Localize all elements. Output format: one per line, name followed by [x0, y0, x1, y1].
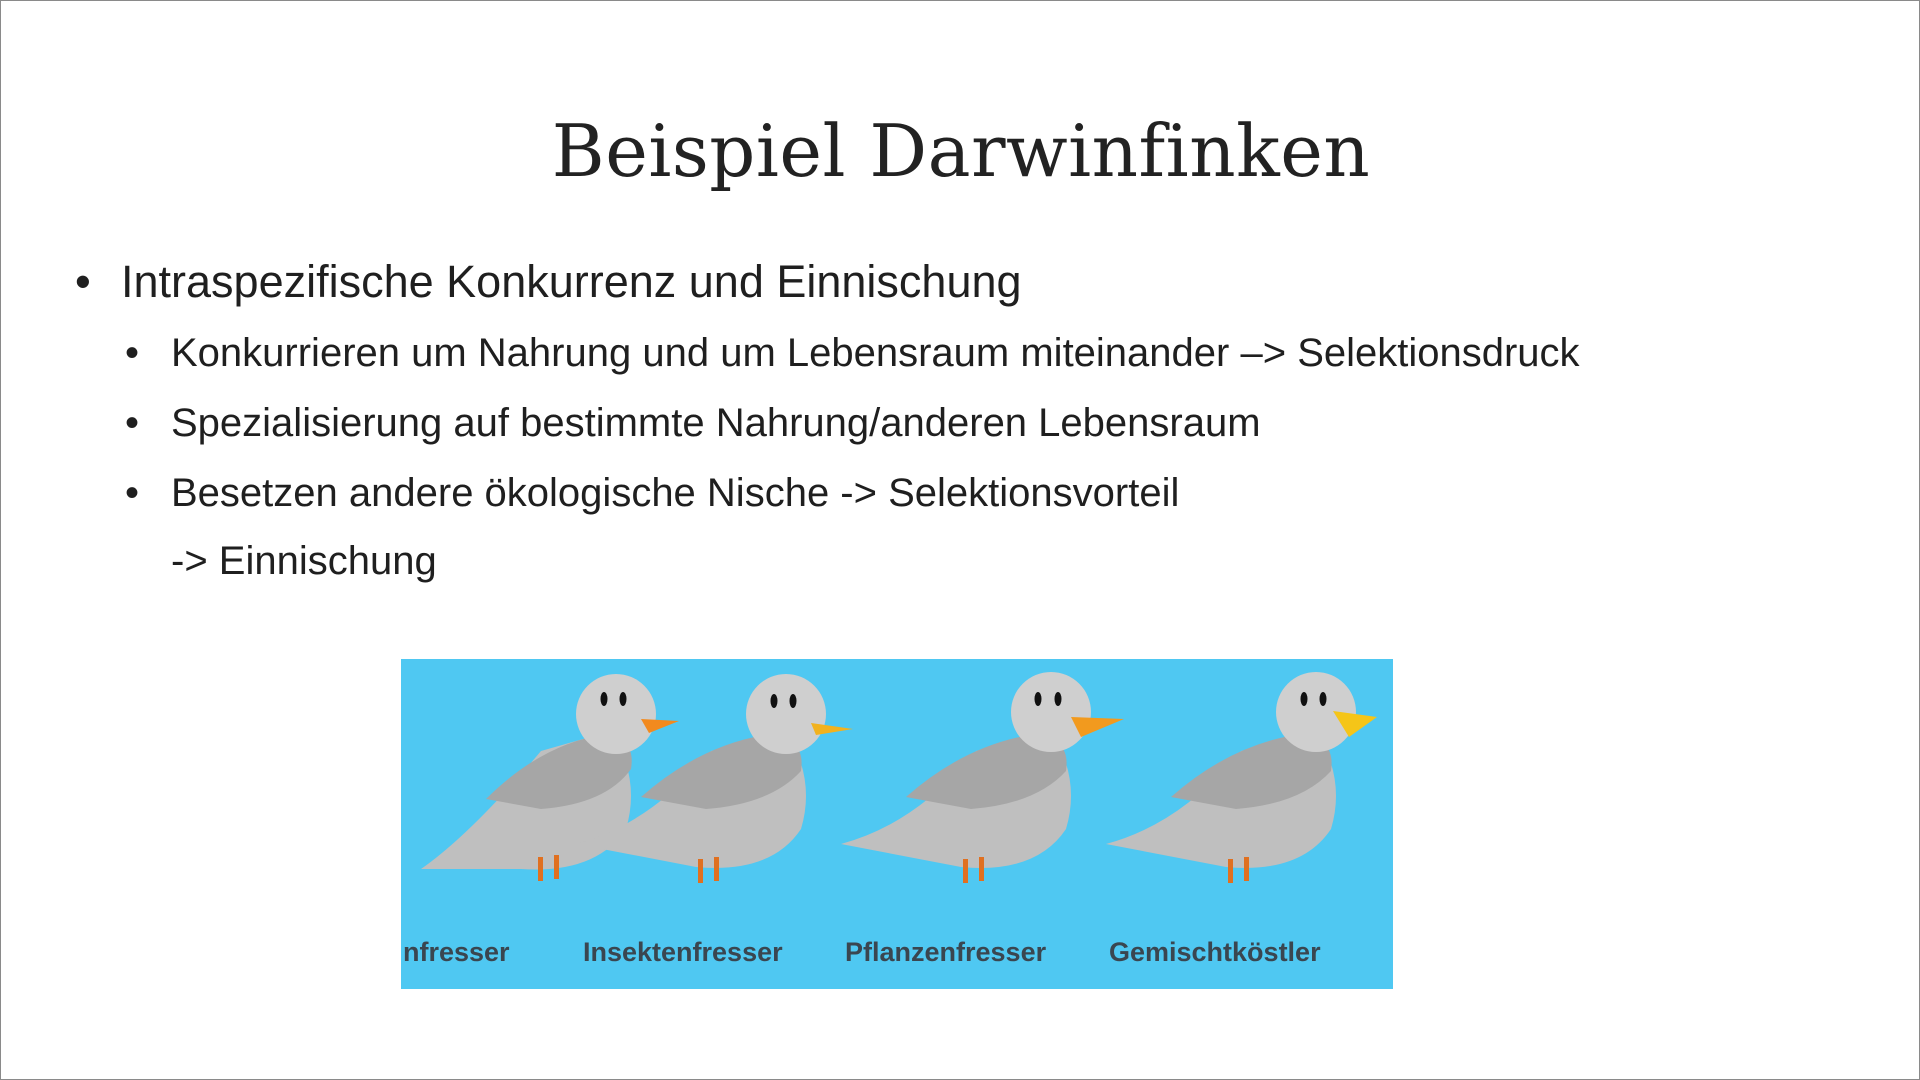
finch-bird: [1106, 672, 1377, 883]
bullet-marker: •: [125, 331, 140, 375]
bullet-text: Spezialisierung auf bestimmte Nahrung/anderen Lebensraum: [171, 401, 1261, 445]
bullet-text: Intraspezifische Konkurrenz und Einnischung: [121, 256, 1022, 307]
slide-title: Beispiel Darwinfinken: [551, 109, 1371, 193]
sub-bullet-item: [125, 471, 1180, 516]
finch-label: Gemischtköstler: [1109, 937, 1321, 967]
bullet-marker: •: [125, 471, 140, 515]
sub-bullet-item: [125, 401, 1261, 446]
finch-label: Insektenfresser: [583, 937, 783, 967]
bullet-text: Konkurrieren um Nahrung und um Lebensraum miteinander –> Selektionsdruck: [171, 331, 1580, 375]
finch-illustration: [401, 659, 1393, 989]
bullet-marker: •: [125, 401, 140, 445]
finch-label: Pflanzenfresser: [845, 937, 1047, 967]
finch-bird: [841, 672, 1124, 883]
bullet-item: [75, 256, 1022, 308]
sub-bullet-item: [125, 331, 1580, 376]
beak-icon: [811, 723, 853, 735]
bullet-marker: •: [75, 256, 91, 307]
bullet-text: Besetzen andere ökologische Nische -> Selektionsvorteil: [171, 471, 1180, 515]
bullet-continuation: -> Einnischung: [171, 539, 437, 583]
finch-label: nfresser: [403, 937, 510, 967]
